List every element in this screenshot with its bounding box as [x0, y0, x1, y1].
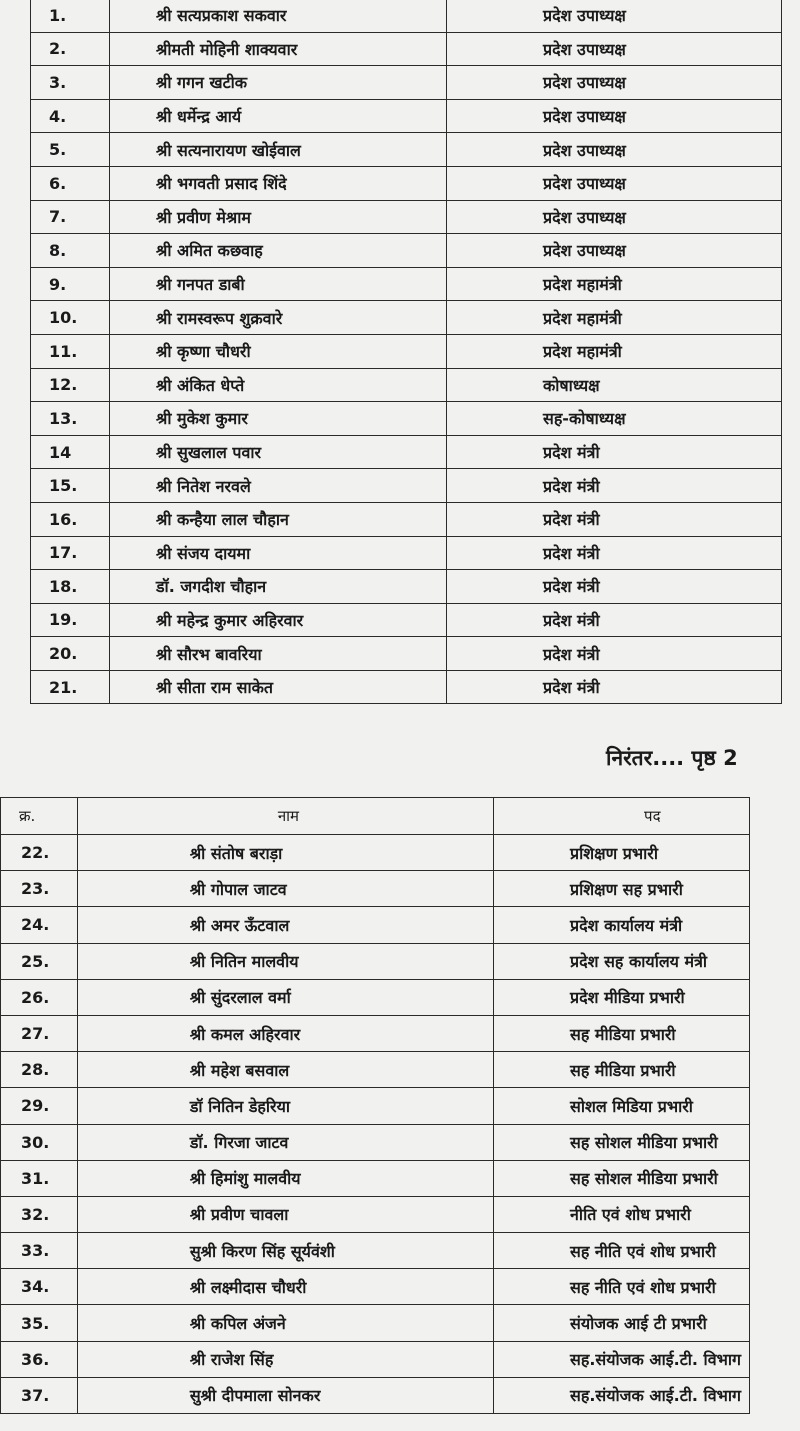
name-cell: श्री प्रवीण मेश्राम [110, 200, 447, 234]
post-cell: सह-कोषाध्यक्ष [447, 402, 782, 436]
post-cell: प्रदेश मीडिया प्रभारी [494, 979, 750, 1015]
table-row [31, 0, 782, 32]
serial-cell: 17. [31, 536, 110, 570]
post-cell: प्रदेश मंत्री [447, 502, 782, 536]
table-row [31, 502, 782, 536]
name-cell: श्री गोपाल जाटव [77, 871, 493, 907]
post-cell: प्रशिक्षण सह प्रभारी [494, 871, 750, 907]
post-cell: प्रशिक्षण प्रभारी [494, 835, 750, 871]
table-row [31, 368, 782, 402]
table-row [31, 435, 782, 469]
name-cell: श्री लक्ष्मीदास चौधरी [77, 1269, 493, 1305]
table-row [31, 536, 782, 570]
post-cell: सह सोशल मीडिया प्रभारी [494, 1124, 750, 1160]
name-cell: श्री हिमांशु मालवीय [77, 1160, 493, 1196]
serial-cell: 13. [31, 402, 110, 436]
name-cell: श्री गनपत डाबी [110, 267, 447, 301]
post-cell: प्रदेश उपाध्यक्ष [447, 0, 782, 32]
table-row [31, 402, 782, 436]
post-cell: प्रदेश उपाध्यक्ष [447, 166, 782, 200]
table1-body [31, 0, 782, 704]
header-name: नाम [77, 798, 493, 835]
serial-cell: 14 [31, 435, 110, 469]
serial-cell: 4. [31, 99, 110, 133]
table-row [31, 32, 782, 66]
name-cell: श्री कपिल अंजने [77, 1305, 493, 1341]
name-cell: श्री सुखलाल पवार [110, 435, 447, 469]
table-row [1, 1088, 750, 1124]
post-cell: संयोजक आई टी प्रभारी [494, 1305, 750, 1341]
serial-cell: 16. [31, 502, 110, 536]
post-cell: प्रदेश मंत्री [447, 670, 782, 704]
post-cell: प्रदेश महामंत्री [447, 301, 782, 335]
post-cell: प्रदेश उपाध्यक्ष [447, 200, 782, 234]
serial-cell: 18. [31, 570, 110, 604]
name-cell: श्री सौरभ बावरिया [110, 637, 447, 671]
name-cell: डॉ. गिरजा जाटव [77, 1124, 493, 1160]
serial-cell: 10. [31, 301, 110, 335]
serial-cell: 37. [1, 1377, 78, 1413]
table-row [31, 637, 782, 671]
table-row [1, 835, 750, 871]
post-cell: सह नीति एवं शोध प्रभारी [494, 1269, 750, 1305]
name-cell: श्री अमित कछवाह [110, 234, 447, 268]
table-row [1, 1124, 750, 1160]
table-row [31, 334, 782, 368]
name-cell: श्री प्रवीण चावला [77, 1196, 493, 1232]
header-post: पद [494, 798, 750, 835]
post-cell: सह मीडिया प्रभारी [494, 1052, 750, 1088]
serial-cell: 26. [1, 979, 78, 1015]
name-cell: श्री नितेश नरवले [110, 469, 447, 503]
serial-cell: 8. [31, 234, 110, 268]
table-row [1, 979, 750, 1015]
header-serial: क्र. [1, 798, 78, 835]
table-row [31, 99, 782, 133]
table-row [1, 943, 750, 979]
post-cell: सह.संयोजक आई.टी. विभाग [494, 1377, 750, 1413]
post-cell: प्रदेश मंत्री [447, 603, 782, 637]
serial-cell: 35. [1, 1305, 78, 1341]
table-row [1, 1052, 750, 1088]
post-cell: प्रदेश मंत्री [447, 570, 782, 604]
table-row [1, 1015, 750, 1051]
name-cell: श्री धर्मेन्द्र आर्य [110, 99, 447, 133]
post-cell: प्रदेश महामंत्री [447, 267, 782, 301]
name-cell: डॉ नितिन डेहरिया [77, 1088, 493, 1124]
post-cell: प्रदेश कार्यालय मंत्री [494, 907, 750, 943]
continued-label: निरंतर.... पृष्ठ 2 [606, 746, 738, 770]
serial-cell: 32. [1, 1196, 78, 1232]
name-cell: श्री नितिन मालवीय [77, 943, 493, 979]
serial-cell: 12. [31, 368, 110, 402]
serial-cell: 33. [1, 1233, 78, 1269]
name-cell: श्री कमल अहिरवार [77, 1015, 493, 1051]
office-bearers-table-page1 [30, 0, 782, 704]
post-cell: सह सोशल मीडिया प्रभारी [494, 1160, 750, 1196]
post-cell: प्रदेश सह कार्यालय मंत्री [494, 943, 750, 979]
serial-cell: 22. [1, 835, 78, 871]
table-row [1, 1196, 750, 1232]
table-row [31, 603, 782, 637]
serial-cell: 20. [31, 637, 110, 671]
name-cell: श्री मुकेश कुमार [110, 402, 447, 436]
table-row [31, 469, 782, 503]
table-row [31, 301, 782, 335]
name-cell: श्री महेश बसवाल [77, 1052, 493, 1088]
name-cell: श्रीमती मोहिनी शाक्यवार [110, 32, 447, 66]
serial-cell: 24. [1, 907, 78, 943]
serial-cell: 5. [31, 133, 110, 167]
post-cell: प्रदेश मंत्री [447, 637, 782, 671]
serial-cell: 25. [1, 943, 78, 979]
post-cell: प्रदेश मंत्री [447, 536, 782, 570]
serial-cell: 9. [31, 267, 110, 301]
post-cell: कोषाध्यक्ष [447, 368, 782, 402]
table-row [1, 871, 750, 907]
table-row [31, 166, 782, 200]
post-cell: प्रदेश मंत्री [447, 469, 782, 503]
post-cell: सह.संयोजक आई.टी. विभाग [494, 1341, 750, 1377]
post-cell: प्रदेश उपाध्यक्ष [447, 66, 782, 100]
name-cell: श्री महेन्द्र कुमार अहिरवार [110, 603, 447, 637]
table-row [31, 66, 782, 100]
name-cell: श्री संजय दायमा [110, 536, 447, 570]
table-row [31, 570, 782, 604]
name-cell: श्री संतोष बराड़ा [77, 835, 493, 871]
table-row [1, 1341, 750, 1377]
serial-cell: 29. [1, 1088, 78, 1124]
name-cell: श्री सत्यप्रकाश सकवार [110, 0, 447, 32]
table-row [1, 907, 750, 943]
name-cell: श्री भगवती प्रसाद शिंदे [110, 166, 447, 200]
name-cell: श्री अंकित धेप्ते [110, 368, 447, 402]
name-cell: डॉ. जगदीश चौहान [110, 570, 447, 604]
table-row [31, 267, 782, 301]
serial-cell: 19. [31, 603, 110, 637]
post-cell: सह मीडिया प्रभारी [494, 1015, 750, 1051]
name-cell: श्री सत्यनारायण खोईवाल [110, 133, 447, 167]
serial-cell: 3. [31, 66, 110, 100]
name-cell: श्री कन्हैया लाल चौहान [110, 502, 447, 536]
table-row [1, 1160, 750, 1196]
name-cell: श्री राजेश सिंह [77, 1341, 493, 1377]
serial-cell: 36. [1, 1341, 78, 1377]
name-cell: सुश्री दीपमाला सोनकर [77, 1377, 493, 1413]
serial-cell: 6. [31, 166, 110, 200]
table-row [31, 133, 782, 167]
serial-cell: 30. [1, 1124, 78, 1160]
serial-cell: 11. [31, 334, 110, 368]
serial-cell: 34. [1, 1269, 78, 1305]
post-cell: सोशल मिडिया प्रभारी [494, 1088, 750, 1124]
office-bearers-table-page2 [0, 797, 750, 1414]
post-cell: सह नीति एवं शोध प्रभारी [494, 1233, 750, 1269]
post-cell: प्रदेश उपाध्यक्ष [447, 99, 782, 133]
serial-cell: 27. [1, 1015, 78, 1051]
name-cell: श्री अमर ऊँटवाल [77, 907, 493, 943]
table-row [31, 234, 782, 268]
post-cell: प्रदेश महामंत्री [447, 334, 782, 368]
table-row [31, 200, 782, 234]
serial-cell: 31. [1, 1160, 78, 1196]
post-cell: प्रदेश उपाध्यक्ष [447, 32, 782, 66]
name-cell: श्री सुंदरलाल वर्मा [77, 979, 493, 1015]
serial-cell: 15. [31, 469, 110, 503]
table-row [1, 1377, 750, 1413]
table-row [1, 1305, 750, 1341]
serial-cell: 28. [1, 1052, 78, 1088]
table2-body [1, 835, 750, 1414]
serial-cell: 23. [1, 871, 78, 907]
serial-cell: 2. [31, 32, 110, 66]
serial-cell: 21. [31, 670, 110, 704]
name-cell: श्री गगन खटीक [110, 66, 447, 100]
serial-cell: 1. [31, 0, 110, 32]
name-cell: सुश्री किरण सिंह सूर्यवंशी [77, 1233, 493, 1269]
table-row [1, 1269, 750, 1305]
name-cell: श्री रामस्वरूप शुक्रवारे [110, 301, 447, 335]
post-cell: प्रदेश उपाध्यक्ष [447, 133, 782, 167]
post-cell: नीति एवं शोध प्रभारी [494, 1196, 750, 1232]
post-cell: प्रदेश मंत्री [447, 435, 782, 469]
post-cell: प्रदेश उपाध्यक्ष [447, 234, 782, 268]
name-cell: श्री सीता राम साकेत [110, 670, 447, 704]
table-row [31, 670, 782, 704]
table2-header-row [1, 798, 750, 835]
serial-cell: 7. [31, 200, 110, 234]
table-row [1, 1233, 750, 1269]
name-cell: श्री कृष्णा चौधरी [110, 334, 447, 368]
